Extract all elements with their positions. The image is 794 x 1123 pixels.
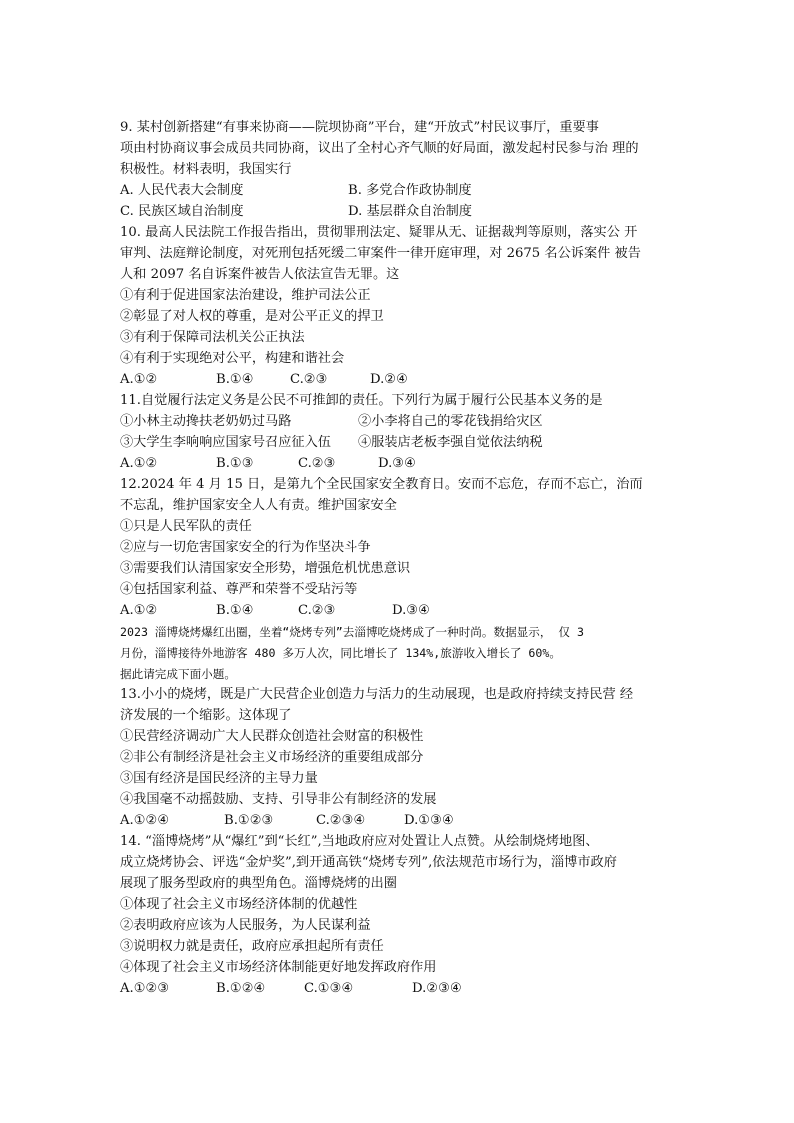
question-14-statement-1: ①体现了社会主义市场经济体制的优越性: [120, 897, 358, 912]
question-10-option-d: D.②④: [370, 372, 408, 387]
question-12-statement-2: ②应与一切危害国家安全的行为作坚决斗争: [120, 540, 371, 555]
question-10-statement-1: ①有利于促进国家法治建设，维护司法公正: [120, 288, 371, 303]
question-11-option-b: B.①③: [216, 456, 254, 471]
question-12-option-c: C.②③: [298, 603, 336, 618]
material-line-2: 月份，淄博接待外地游客 480 多万人次，同比增长了 134%,旅游收入增长了 60%。: [120, 646, 561, 660]
question-14-option-c: C.①③④: [304, 981, 354, 996]
question-13-stem-line-1: 13.小小的烧烤，既是广大民营企业创造力与活力的生动展现，也是政府持续支持民营 经: [120, 687, 634, 702]
question-13-statement-3: ③国有经济是国民经济的主导力量: [120, 771, 318, 786]
question-12-statement-4: ④包括国家利益、尊严和荣誉不受玷污等: [120, 582, 358, 597]
question-11-statement-3: ③大学生李响响应国家号召应征入伍: [120, 435, 331, 450]
question-10-statement-2: ②彰显了对人权的尊重，是对公平正义的捍卫: [120, 309, 384, 324]
question-14-statement-3: ③说明权力就是责任，政府应承担起所有责任: [120, 939, 384, 954]
question-10-stem-line-3: 人和 2097 名自诉案件被告人依法宣告无罪。这: [120, 267, 400, 282]
question-12-statement-1: ①只是人民军队的责任: [120, 519, 252, 534]
question-11-stem-line-1: 11.自觉履行法定义务是公民不可推卸的责任。下列行为属于履行公民基本义务的是: [120, 393, 603, 408]
question-9-option-d: D. 基层群众自治制度: [348, 204, 472, 219]
question-10-option-b: B.①④: [216, 372, 254, 387]
question-13-stem-line-2: 济发展的一个缩影。这体现了: [120, 708, 292, 723]
question-11-statement-1: ①小林主动搀扶老奶奶过马路: [120, 414, 292, 429]
question-14-statement-2: ②表明政府应该为人民服务，为人民谋利益: [120, 918, 371, 933]
question-13-statement-2: ②非公有制经济是社会主义市场经济的重要组成部分: [120, 750, 424, 765]
question-13-option-d: D.①③④: [404, 813, 454, 828]
question-10-stem-line-2: 审判、法庭辩论制度，对死刑包括死缓二审案件一律开庭审理，对 2675 名公诉案件 被告: [120, 246, 641, 261]
question-12-option-a: A.①②: [120, 603, 158, 618]
question-12-option-d: D.③④: [392, 603, 430, 618]
question-9-stem-line-3: 积极性。材料表明，我国实行: [120, 162, 292, 177]
question-10-statement-3: ③有利于保障司法机关公正执法: [120, 330, 305, 345]
question-14-option-a: A.①②③: [120, 981, 170, 996]
question-10-statement-4: ④有利于实现绝对公平，构建和谐社会: [120, 351, 345, 366]
question-9-option-b: B. 多党合作政协制度: [348, 183, 472, 198]
question-13-statement-1: ①民营经济调动广大人民群众创造社会财富的积极性: [120, 729, 424, 744]
question-12-stem-line-1: 12.2024 年 4 月 15 日，是第九个全民国家安全教育日。安而不忘危，存而不忘亡，治而: [120, 477, 643, 492]
question-14-stem-line-1: 14. “淄博烧烤”从“爆红”到“长红”,当地政府应对处置让人点赞。从绘制烧烤地图、: [120, 834, 599, 849]
question-13-statement-4: ④我国毫不动摇鼓励、支持、引导非公有制经济的发展: [120, 792, 437, 807]
question-14-stem-line-3: 展现了服务型政府的典型角色。淄博烧烤的出圈: [120, 876, 397, 891]
question-12-stem-line-2: 不忘乱，维护国家安全人人有责。维护国家安全: [120, 498, 397, 513]
question-13-option-b: B.①②③: [224, 813, 274, 828]
question-10-stem-line-1: 10. 最高人民法院工作报告指出，贯彻罪刑法定、疑罪从无、证据裁判等原则，落实公 开: [120, 225, 638, 240]
question-12-option-b: B.①④: [216, 603, 254, 618]
question-9-stem-line-1: 9. 某村创新搭建“有事来协商——院坝协商”平台，建“开放式”村民议事厅，重要事: [120, 120, 599, 135]
question-13-option-c: C.②③④: [316, 813, 366, 828]
material-line-3: 据此请完成下面小题。: [120, 667, 236, 681]
question-11-option-c: C.②③: [298, 456, 336, 471]
question-10-option-a: A.①②: [120, 372, 158, 387]
question-14-stem-line-2: 成立烧烤协会、评选“金炉奖”,到开通高铁“烧烤专列”,依法规范市场行为，淄博市政府: [120, 855, 617, 870]
question-9-option-c: C. 民族区域自治制度: [120, 204, 244, 219]
question-11-statement-2: ②小李将自己的零花钱捐给灾区: [358, 414, 543, 429]
question-10-option-c: C.②③: [290, 372, 328, 387]
material-line-1: 2023 淄博烧烤爆红出圈，坐着“烧烤专列”去淄博吃烧烤成了一种时尚。数据显示， 仅 3: [120, 625, 584, 639]
question-9-stem-line-2: 项由村协商议事会成员共同协商，议出了全村心齐气顺的好局面，激发起村民参与治 理的: [120, 141, 639, 156]
question-11-statement-4: ④服装店老板李强自觉依法纳税: [358, 435, 543, 450]
question-14-option-b: B.①②④: [216, 981, 266, 996]
question-11-option-d: D.③④: [378, 456, 416, 471]
question-9-option-a: A. 人民代表大会制度: [120, 183, 244, 198]
question-11-option-a: A.①②: [120, 456, 158, 471]
question-14-statement-4: ④体现了社会主义市场经济体制能更好地发挥政府作用: [120, 960, 437, 975]
question-14-option-d: D.②③④: [412, 981, 462, 996]
question-12-statement-3: ③需要我们认清国家安全形势，增强危机忧患意识: [120, 561, 411, 576]
question-13-option-a: A.①②④: [120, 813, 170, 828]
